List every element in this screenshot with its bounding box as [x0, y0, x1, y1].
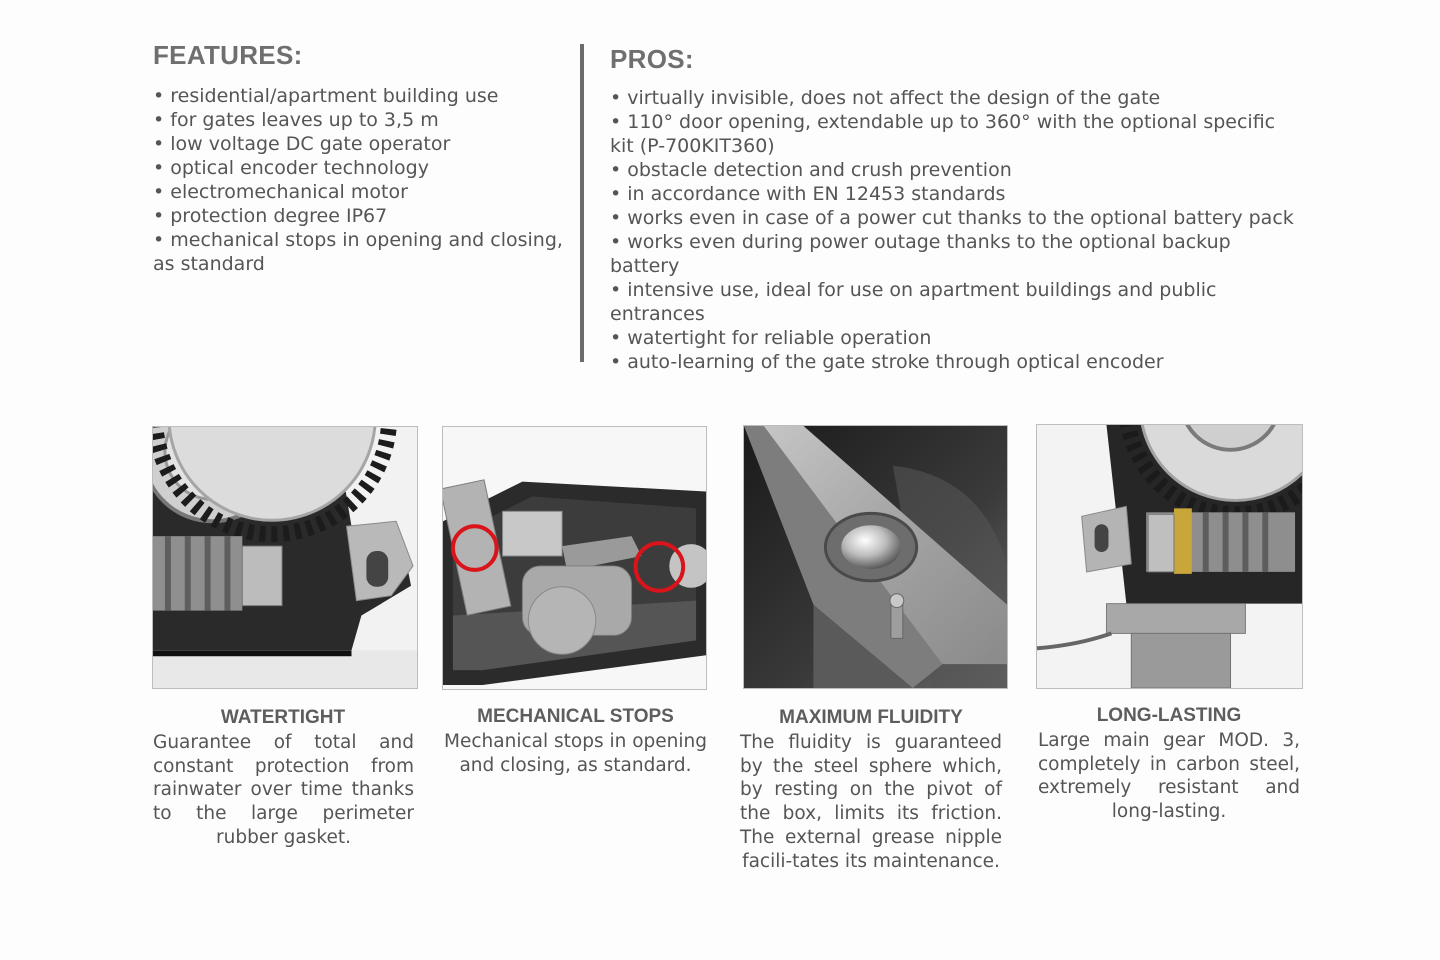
features-item: • protection degree IP67 [153, 204, 563, 228]
card-title: LONG-LASTING [1096, 705, 1242, 726]
card-title: MAXIMUM FLUIDITY [779, 707, 963, 728]
worm-gear-housing-illustration [153, 427, 417, 688]
pros-item: • watertight for reliable operation [610, 326, 1300, 350]
features-item: • optical encoder technology [153, 156, 563, 180]
pros-item: • works even in case of a power cut thanks to the optional battery pack [610, 206, 1300, 230]
mechanical-stops-photo [442, 426, 707, 690]
pros-item: • virtually invisible, does not affect the design of the gate [610, 86, 1300, 110]
card-description: Guarantee of total and constant protection from rainwater over time thanks to the large perimeter rubber gasket. [153, 732, 414, 848]
card-title: MECHANICAL STOPS [477, 706, 674, 727]
pros-item: • obstacle detection and crush prevention [610, 158, 1300, 182]
mechanical-stops-illustration [443, 427, 706, 689]
main-gear-illustration [1037, 425, 1302, 688]
features-list [153, 84, 563, 276]
features-heading: FEATURES: [153, 40, 303, 70]
pros-list [610, 86, 1300, 374]
card-description: Large main gear MOD. 3, completely in carbon steel, extremely resistant and long-lasting. [1038, 730, 1300, 823]
features-item: • electromechanical motor [153, 180, 563, 204]
column-divider [580, 44, 584, 362]
card-description: Mechanical stops in opening and closing, as standard. [444, 731, 707, 776]
steel-sphere-photo [743, 425, 1008, 689]
pros-item: • 110° door opening, extendable up to 360° with the optional specific kit (P-700KIT360) [610, 110, 1300, 158]
pros-item: • in accordance with EN 12453 standards [610, 182, 1300, 206]
pros-item: • works even during power outage thanks to the optional backup battery [610, 230, 1300, 278]
features-item: • residential/apartment building use [153, 84, 563, 108]
features-item: • low voltage DC gate operator [153, 132, 563, 156]
card-description: The fluidity is guaranteed by the steel sphere which, by resting on the pivot of the box, limits its friction. The external grease nipple facili-tates its maintenance. [740, 732, 1002, 872]
features-item: • mechanical stops in opening and closing, as standard [153, 228, 563, 276]
main-gear-photo [1036, 424, 1303, 689]
steel-sphere-illustration [744, 426, 1007, 688]
pros-item: • auto-learning of the gate stroke through optical encoder [610, 350, 1300, 374]
features-item: • for gates leaves up to 3,5 m [153, 108, 563, 132]
card-title: WATERTIGHT [220, 707, 346, 728]
worm-gear-housing-photo [152, 426, 418, 689]
pros-heading: PROS: [610, 44, 694, 74]
pros-item: • intensive use, ideal for use on apartment buildings and public entrances [610, 278, 1300, 326]
